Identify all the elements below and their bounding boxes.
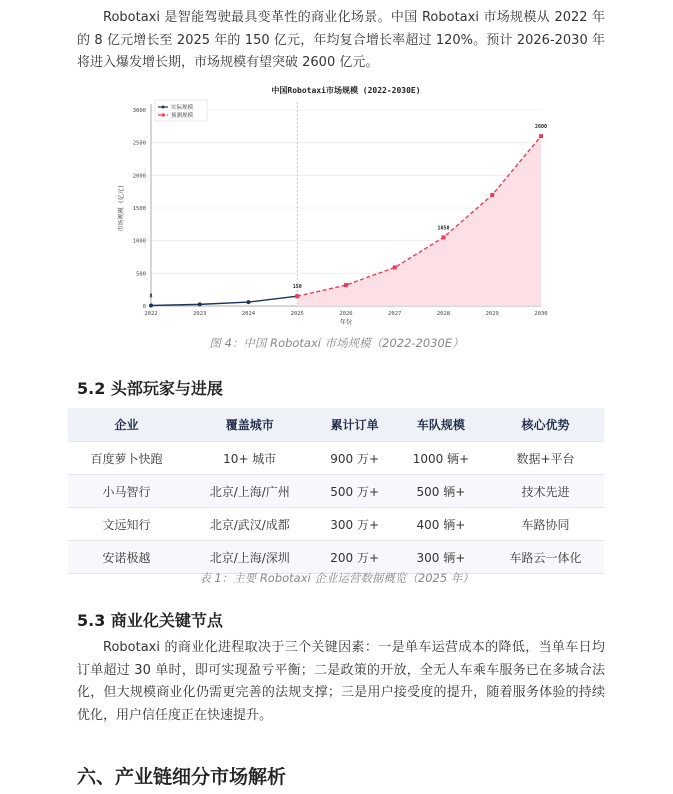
table-row — [68, 442, 604, 475]
actual-line — [151, 296, 297, 305]
table-cell: 文远知行 — [68, 508, 185, 541]
table-cell: 200 万+ — [315, 541, 395, 574]
y-tick-label: 500 — [136, 271, 146, 278]
table-cell: 技术先进 — [487, 475, 604, 508]
x-tick-label: 2027 — [388, 311, 402, 317]
data-point — [198, 302, 202, 306]
data-point — [295, 294, 299, 298]
forecast-area — [297, 136, 541, 306]
table-cell: 小马智行 — [68, 475, 185, 508]
x-tick-label: 2022 — [144, 311, 158, 317]
figure-caption: 图 4：中国 Robotaxi 市场规模（2022-2030E） — [209, 336, 464, 350]
players-table — [68, 408, 604, 574]
chart-svg — [111, 82, 559, 332]
x-tick-label: 2023 — [193, 311, 207, 317]
data-point — [490, 193, 494, 197]
col-header: 车队规模 — [395, 408, 487, 442]
y-tick-label: 0 — [142, 304, 146, 310]
table-cell: 北京/上海/广州 — [185, 475, 315, 508]
legend-marker — [162, 106, 165, 109]
x-axis-label: 年份 — [339, 319, 353, 326]
table-cell: 900 万+ — [315, 442, 395, 475]
table-row — [68, 541, 604, 574]
data-point — [393, 265, 397, 269]
table-cell: 车路协同 — [487, 508, 604, 541]
section-5-3-heading: 5.3 商业化关键节点 — [77, 611, 223, 630]
table-cell: 500 辆+ — [395, 475, 487, 508]
table-caption: 表 1：主要 Robotaxi 企业运营数据概览（2025 年） — [199, 571, 474, 585]
chart-title: 中国Robotaxi市场规模 (2022-2030E) — [271, 86, 421, 95]
table-cell: 北京/上海/深圳 — [185, 541, 315, 574]
legend-marker — [162, 114, 165, 117]
col-header: 累计订单 — [315, 408, 395, 442]
col-header: 企业 — [68, 408, 185, 442]
data-point — [442, 235, 446, 239]
section-5-3-paragraph: Robotaxi 的商业化进程取决于三个关键因素：一是单车运营成本的降低，当单车日均订单超过 30 单时，即可实现盈亏平衡；二是政策的开放，全无人车乘车服务已在多城合法化，但大规模商业化仍需更完善的法规支撑；三是用户接受度的提升，随着服务体验的持续优化，用户信任度正在快速提升。 — [77, 640, 606, 723]
table-row — [68, 508, 604, 541]
x-tick-label: 2030 — [534, 311, 548, 317]
x-tick-label: 2026 — [339, 311, 353, 317]
data-label: 2600 — [534, 124, 548, 131]
y-tick-label: 3000 — [132, 108, 146, 114]
col-header: 核心优势 — [487, 408, 604, 442]
table-cell: 10+ 城市 — [185, 442, 315, 475]
table-cell: 安诺极越 — [68, 541, 185, 574]
table-row — [68, 475, 604, 508]
x-tick-label: 2025 — [290, 311, 304, 317]
y-tick-label: 1000 — [132, 238, 146, 245]
y-tick-label: 2500 — [132, 140, 146, 147]
data-point — [344, 283, 348, 287]
y-tick-label: 1500 — [132, 206, 146, 212]
data-point — [149, 303, 153, 307]
legend-label: 实际规模 — [171, 105, 194, 111]
section-5-2-heading: 5.2 头部玩家与进展 — [77, 379, 223, 398]
x-tick-label: 2024 — [241, 311, 256, 317]
data-label: 150 — [292, 284, 302, 291]
y-tick-label: 2000 — [132, 173, 146, 180]
table-cell: 500 万+ — [315, 475, 395, 508]
data-label: 8 — [149, 293, 153, 300]
table-header-row — [68, 408, 604, 442]
table-cell: 数据+平台 — [487, 442, 604, 475]
market-size-chart — [111, 82, 559, 332]
table-cell: 百度萝卜快跑 — [68, 442, 185, 475]
table-cell: 车路云一体化 — [487, 541, 604, 574]
col-header: 覆盖城市 — [185, 408, 315, 442]
x-tick-label: 2029 — [485, 311, 499, 317]
intro-paragraph: Robotaxi 是智能驾驶最具变革性的商业化场景。中国 Robotaxi 市场规模从 2022 年的 8 亿元增长至 2025 年的 150 亿元，年均复合增长率超过 120%。预计 2026-2030 年将进入爆发增长期，市场规模有望突破 2600 亿元。 — [77, 10, 605, 70]
table-cell: 北京/武汉/成都 — [185, 508, 315, 541]
legend-label: 预测规模 — [171, 113, 194, 119]
data-point — [247, 300, 251, 304]
section-6-heading: 六、产业链细分市场解析 — [77, 766, 287, 788]
table-cell: 1000 辆+ — [395, 442, 487, 475]
table-cell: 300 辆+ — [395, 541, 487, 574]
x-tick-label: 2028 — [436, 311, 451, 317]
y-axis-label: 市场规模 (亿元) — [118, 184, 125, 232]
data-label: 1050 — [437, 225, 450, 232]
data-point — [539, 134, 543, 138]
table-cell: 300 万+ — [315, 508, 395, 541]
table-cell: 400 辆+ — [395, 508, 487, 541]
